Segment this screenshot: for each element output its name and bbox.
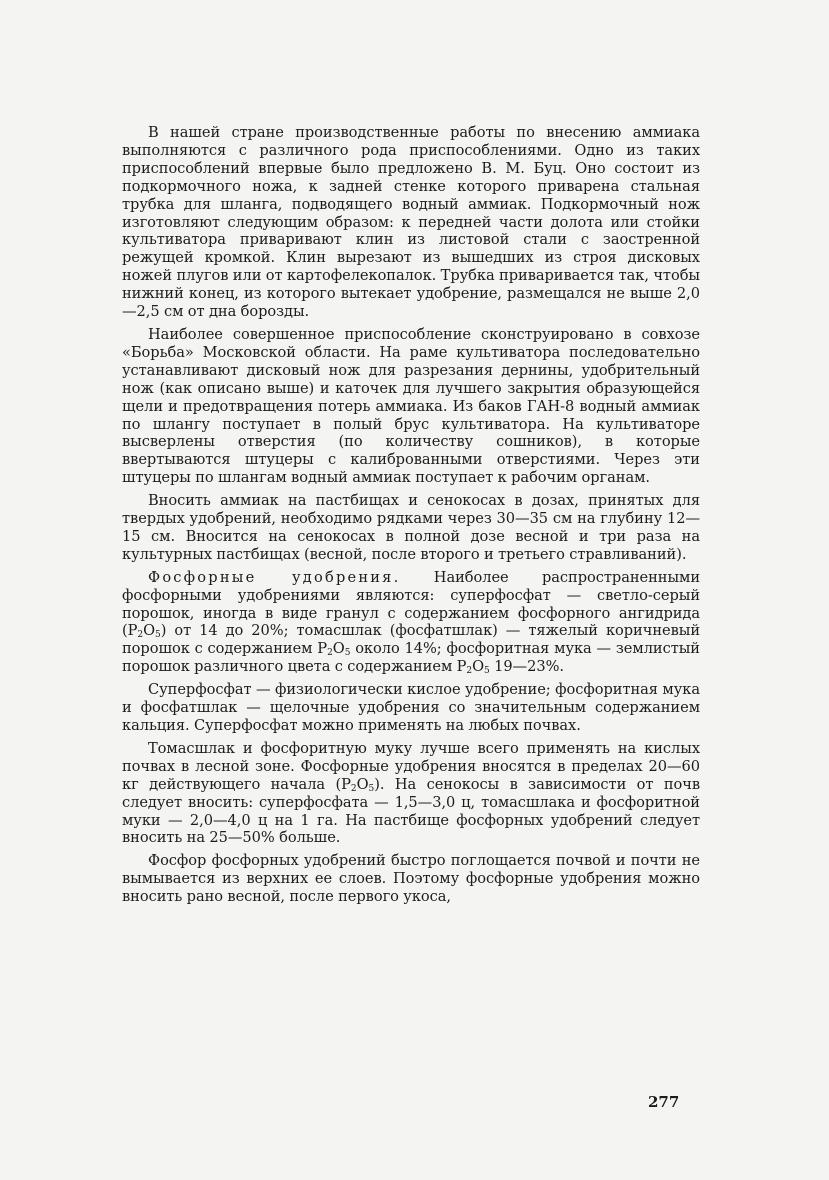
formula-oxygen: O — [356, 775, 369, 793]
phosphorus-text-part-3: около 14%; фосфоритная мука — землистый порошок различного цвета с содержанием P — [122, 640, 700, 676]
formula-subscript-2: 2 — [466, 666, 473, 677]
paragraph-phosphorus-absorption: Фосфор фосфорных удобрений быстро поглощается почвой и почти не вымывается из верхних ее слоев. Поэтому фосфорные удобрения можно вносить рано весной, после первого укоса, — [122, 852, 700, 906]
paragraph-thomas-slag — [122, 740, 700, 847]
phosphorus-text-part-1: Наиболее распространенными фосфорными удобрениями являются: суперфосфат — светло-серый порошок, иногда в виде гранул с содержанием фосфорного ангидрида (P — [122, 568, 700, 640]
phosphorus-text-part-4: 19—23%. — [489, 658, 564, 676]
formula-subscript-5: 5 — [368, 783, 375, 794]
formula-subscript-5: 5 — [344, 648, 351, 659]
paragraph-pasture-ammonia: Вносить аммиак на пастбищах и сенокосах в дозах, принятых для твердых удобрений, необходимо рядками через 30—35 см на глубину 12—15 см. Вносится на сенокосах в полной дозе весной и три раза на культурных пастбищах (весной, после второго и третьего стравливаний). — [122, 492, 700, 563]
page-number: 277 — [648, 1093, 680, 1111]
body-text — [122, 124, 700, 911]
formula-subscript-5: 5 — [484, 666, 490, 677]
formula-oxygen: O — [472, 658, 485, 676]
paragraph-ammonia-devices: В нашей стране производственные работы по внесению аммиака выполняются с различного рода приспособлениями. Одно из таких приспособлений впервые было предложено В. М. Буц. Оно состоит из подкормочного ножа, к задней стенке которого приварена стальная трубка для шланга, подводящего водный аммиак. Подкормочный нож изготовляют следующим образом: к передней части долота или стойки культиватора приваривают клин из листовой стали с заостренной режущей кромкой. Клин вырезают из вышедших из строя дисковых ножей плугов или от картофелекопалок. Трубка приваривается так, чтобы нижний конец, из которого вытекает удобрение, размещался не выше 2,0—2,5 см от дна борозды. — [122, 124, 700, 321]
thomas-text-part-2: ). На сенокосы в зависимости от почв следует вносить: суперфосфата — 1,5—3,0 ц, томасшлака и фосфоритной муки — 2,0—4,0 ц на 1 га. На пастбище фосфорных удобрений следует вносить на 25—50% больше. — [122, 775, 700, 847]
paragraph-superphosphate: Суперфосфат — физиологически кислое удобрение; фосфоритная мука и фосфатшлак — щелочные удобрения со значительным содержанием кальция. Суперфосфат можно применять на любых почвах. — [122, 681, 700, 734]
paragraph-sovkhoz-borba: Наиболее совершенное приспособление сконструировано в совхозе «Борьба» Московской области. На раме культиватора последовательно устанавливают дисковый нож для разрезания дернины, удобрительный нож (как описано выше) и каточек для лучшего закрытия образующейся щели и предотвращения потерь аммиака. Из баков ГАН-8 водный аммиак по шлангу поступает в полый брус культиватора. На культиваторе высверлены отверстия (по количеству сошников), в которые ввертываются штуцеры с калиброванными отверстиями. Через эти штуцеры по шлангам водный аммиак поступает к рабочим органам. — [122, 325, 700, 487]
formula-oxygen: O — [143, 622, 156, 640]
thomas-text-part-1: Томасшлак и фосфоритную муку лучше всего применять на кислых почвах в лесной зоне. Фосфорные удобрения вносятся в пределах 20—60 кг действующего начала (P — [122, 739, 700, 793]
formula-subscript-2: 2 — [327, 648, 333, 659]
formula-oxygen: O — [332, 640, 345, 658]
formula-subscript-2: 2 — [137, 630, 144, 641]
phosphorus-text-part-2: ) от 14 до 20%; томасшлак (фосфатшлак) — тяжелый коричневый порошок с содержанием P — [122, 622, 700, 658]
section-heading-phosphorus: Фосфорные удобрения. — [148, 568, 401, 586]
formula-subscript-2: 2 — [350, 783, 357, 794]
paragraph-phosphorus-fertilizers — [122, 569, 700, 676]
formula-subscript-5: 5 — [155, 630, 161, 641]
